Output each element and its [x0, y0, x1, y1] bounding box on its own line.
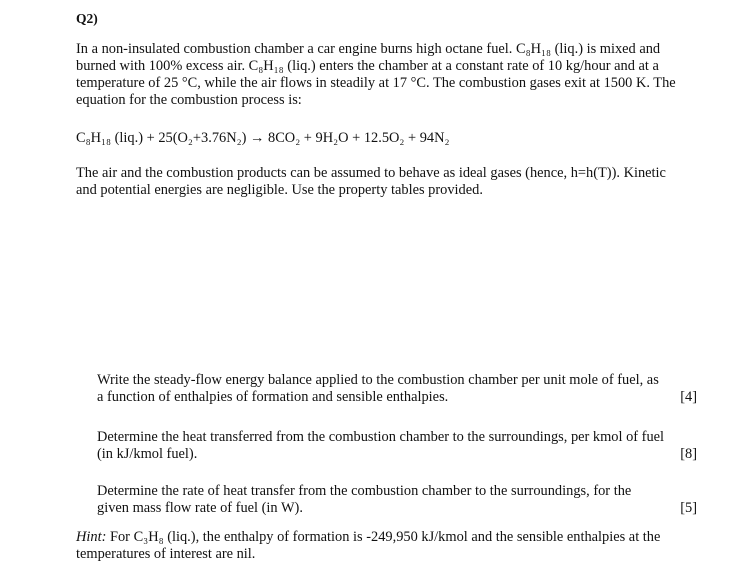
question-text: (in kJ/kmol fuel). [97, 446, 198, 462]
intro-line: temperature of 25 °C, while the air flows in steadily at 17 °C. The combustion gases exit at 1500 K. The [76, 75, 676, 91]
hint-line: temperatures of interest are nil. [76, 546, 256, 562]
assumptions-line: The air and the combustion products can be assumed to behave as ideal gases (hence, h=h(T)). Kinetic [76, 165, 666, 181]
assumptions-line: and potential energies are negligible. Use the property tables provided. [76, 182, 483, 198]
assumptions-paragraph [76, 165, 706, 199]
question-line: Write the steady-flow energy balance applied to the combustion chamber per unit mole of fuel, as [97, 372, 659, 388]
question-line [97, 500, 697, 517]
marks-label: [8] [680, 446, 697, 462]
marks-label: [4] [680, 389, 697, 405]
problem-intro [76, 41, 706, 109]
question-part-1 [97, 372, 697, 406]
hint-text: For C₃H₈ (liq.), the enthalpy of formation is -249,950 kJ/kmol and the sensible enthalpies at the [106, 529, 661, 545]
combustion-equation: C₈H₁₈ (liq.) + 25(O₂+3.76N₂) → 8CO₂ + 9H₂O + 12.5O₂ + 94N₂ [76, 130, 450, 146]
hint-line [76, 529, 706, 546]
question-text: given mass flow rate of fuel (in W). [97, 500, 303, 516]
question-line: Determine the heat transferred from the combustion chamber to the surroundings, per kmol of fuel [97, 429, 665, 445]
marks-label: [5] [680, 500, 697, 516]
question-part-2 [97, 429, 697, 463]
question-line: Determine the rate of heat transfer from the combustion chamber to the surroundings, for the [97, 483, 632, 499]
question-line [97, 446, 697, 463]
question-line [97, 389, 697, 406]
intro-line: In a non-insulated combustion chamber a car engine burns high octane fuel. C₈H₁₈ (liq.) is mixed and [76, 41, 661, 57]
hint-label: Hint: [76, 529, 107, 545]
question-part-3 [97, 483, 697, 517]
hint-note [76, 529, 706, 563]
question-number: Q2) [76, 11, 98, 26]
intro-line: burned with 100% excess air. C₈H₁₈ (liq.) enters the chamber at a constant rate of 10 kg/hour and at a [76, 58, 659, 74]
question-text: a function of enthalpies of formation and sensible enthalpies. [97, 389, 449, 405]
intro-line: equation for the combustion process is: [76, 92, 302, 108]
